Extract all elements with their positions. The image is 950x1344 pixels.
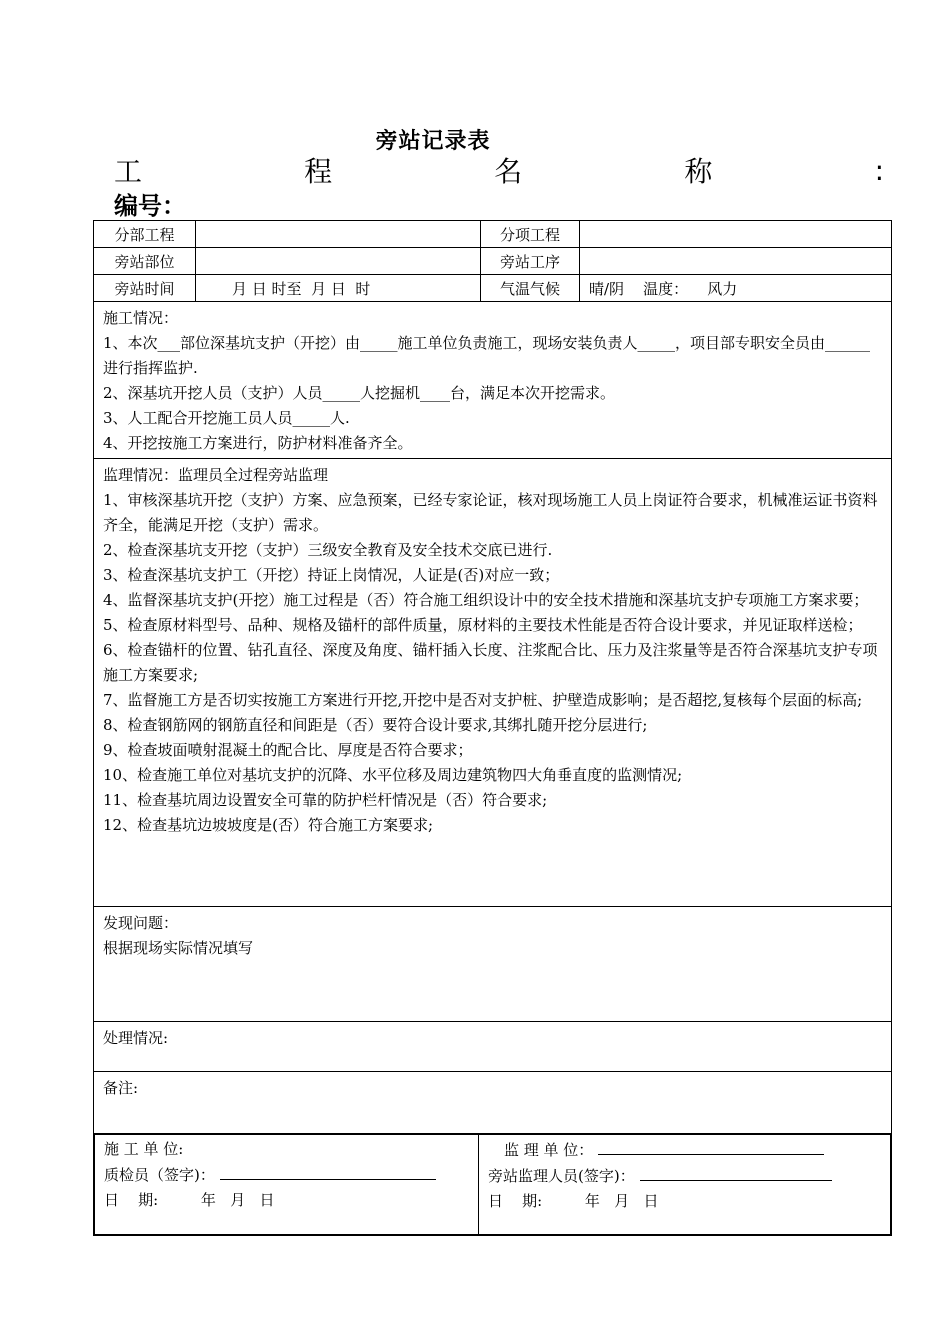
project-name-char: 工	[114, 155, 143, 188]
label-station-process: 旁站工序	[481, 248, 580, 275]
field-weather[interactable]: 晴/阴 温度： 风力	[580, 275, 892, 302]
date-label: 日 期:	[104, 1191, 159, 1209]
number-label: 编号：	[114, 192, 186, 220]
supervision-unit-label: 监 理 单 位：	[504, 1141, 594, 1159]
supervision-unit-line[interactable]	[598, 1137, 824, 1155]
supervision-line: 3、检查深基坑支护工（开挖）持证上岗情况，人证是(否)对应一致；	[103, 566, 560, 584]
supervision-line: 1、审核深基坑开挖（支护）方案、应急预案，已经专家论证，核对现场施工人员上岗证符合要求，机械准运证书资料齐全，能满足开挖（支护）需求。	[103, 491, 878, 534]
form-row-remarks	[94, 1072, 892, 1134]
issues-heading: 发现问题：	[103, 914, 179, 932]
label-subitem-project: 分项工程	[481, 221, 580, 248]
project-name-colon: :	[874, 153, 884, 187]
signature-table	[94, 1134, 891, 1235]
construction-line: 4、开挖按施工方案进行，防护材料准备齐全。	[103, 434, 413, 452]
construction-line: 1、本次___部位深基坑支护（开挖）由_____施工单位负责施工，现场安装负责人_____，项目部专职安全员由______进行指挥监护.	[103, 334, 871, 377]
supervision-unit-signature[interactable]	[479, 1135, 891, 1235]
inspector-signature-label: 质检员（签字)：	[104, 1166, 215, 1184]
project-name-char: 程	[304, 155, 333, 188]
date-value: 年 月 日	[584, 1192, 659, 1210]
supervision-line: 4、监督深基坑支护(开挖）施工过程是（否）符合施工组织设计中的安全技术措施和深基坑支护专项施工方案求要；	[103, 591, 869, 609]
date-label: 日 期:	[488, 1192, 543, 1210]
handling-section[interactable]	[94, 1022, 892, 1072]
construction-section[interactable]	[94, 302, 892, 459]
supervision-line: 6、检查锚杆的位置、钻孔直径、深度及角度、锚杆插入长度、注浆配合比、压力及注浆量等是否符合深基坑支护专项施工方案要求;	[103, 641, 878, 684]
construction-heading: 施工情况：	[103, 309, 179, 327]
supervision-line: 10、检查施工单位对基坑支护的沉降、水平位移及周边建筑物四大角垂直度的监测情况;	[103, 766, 683, 784]
field-division-project[interactable]	[196, 221, 481, 248]
remarks-heading: 备注:	[103, 1079, 139, 1097]
supervision-line: 12、检查基坑边坡坡度是(否）符合施工方案要求;	[103, 816, 433, 834]
construction-line: 3、人工配合开挖施工员人员_____人.	[103, 409, 350, 427]
supervision-line: 8、检查钢筋网的钢筋直径和间距是（否）要符合设计要求,其绑扎随开挖分层进行;	[103, 716, 648, 734]
remarks-section[interactable]	[94, 1072, 892, 1134]
issues-text: 根据现场实际情况填写	[103, 939, 254, 957]
label-station-position: 旁站部位	[94, 248, 196, 275]
supervision-line: 11、检查基坑周边设置安全可靠的防护栏杆情况是（否）符合要求;	[103, 791, 548, 809]
field-station-process[interactable]	[580, 248, 892, 275]
handling-heading: 处理情况:	[103, 1029, 169, 1047]
signature-section	[94, 1134, 892, 1236]
project-name-char: 名	[494, 155, 523, 188]
form-row-division	[94, 221, 892, 248]
supervision-line: 2、检查深基坑支开挖（支护）三级安全教育及安全技术交底已进行.	[103, 541, 553, 559]
field-station-time[interactable]: 月 日 时至 月 日 时	[196, 275, 481, 302]
field-subitem-project[interactable]	[580, 221, 892, 248]
construction-line: 2、深基坑开挖人员（支护）人员_____人挖掘机____台，满足本次开挖需求。	[103, 384, 616, 402]
label-weather: 气温气候	[481, 275, 580, 302]
form-row-signatures	[94, 1134, 892, 1236]
project-name-line	[114, 152, 884, 188]
project-name-char: 称	[684, 155, 713, 188]
record-form-table	[93, 220, 892, 1236]
form-row-time	[94, 275, 892, 302]
form-row-issues	[94, 907, 892, 1022]
form-row-position	[94, 248, 892, 275]
supervision-section[interactable]	[94, 459, 892, 907]
supervision-heading: 监理情况：监理员全过程旁站监理	[103, 466, 329, 484]
supervision-line: 5、检查原材料型号、品种、规格及锚杆的部件质量，原材料的主要技术性能是否符合设计要求，并见证取样送检；	[103, 616, 863, 634]
date-value: 年 月 日	[200, 1191, 275, 1209]
supervisor-signature-label: 旁站监理人员(签字)：	[488, 1167, 635, 1185]
form-row-handling	[94, 1022, 892, 1072]
supervisor-signature-line[interactable]	[640, 1163, 832, 1181]
construction-unit-label: 施 工 单 位:	[104, 1140, 184, 1158]
construction-unit-signature[interactable]	[95, 1135, 479, 1235]
form-row-supervision	[94, 459, 892, 907]
form-row-construction	[94, 302, 892, 459]
inspector-signature-line[interactable]	[220, 1162, 436, 1180]
field-station-position[interactable]	[196, 248, 481, 275]
label-division-project: 分部工程	[94, 221, 196, 248]
page-title: 旁站记录表	[375, 128, 491, 154]
issues-section[interactable]	[94, 907, 892, 1022]
supervision-line: 9、检查坡面喷射混凝土的配合比、厚度是否符合要求；	[103, 741, 473, 759]
supervision-line: 7、监督施工方是否切实按施工方案进行开挖,开挖中是否对支护桩、护壁造成影响；是否超挖,复核每个层面的标高;	[103, 691, 863, 709]
label-station-time: 旁站时间	[94, 275, 196, 302]
